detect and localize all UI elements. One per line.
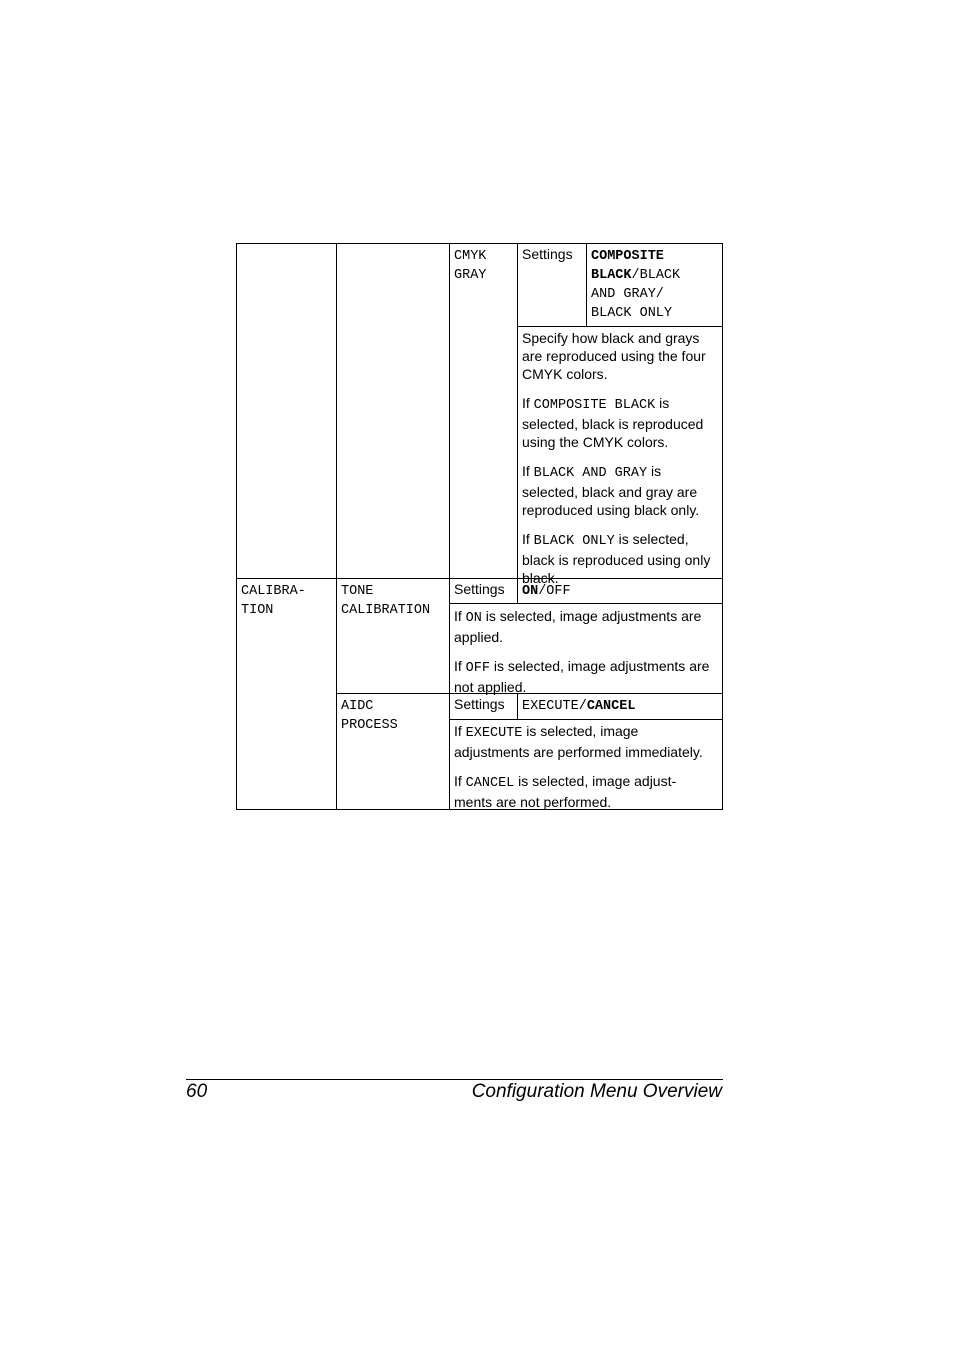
desc-prefix: If [522,395,534,411]
desc-tone-on-line-1 [454,607,718,628]
settings-label: Settings [454,581,505,597]
desc-tone-off-line-1 [454,657,718,678]
desc-suffix: is selected, image adjust- [514,773,677,789]
menu-calibration [236,578,337,810]
desc-prefix: If [454,658,466,674]
option-default: ON [522,584,539,599]
desc-black-gray-line-1 [522,462,718,483]
desc-suffix: is [647,463,662,479]
desc-composite-line-1 [522,394,718,415]
desc-tone-on-line-2: applied. [454,629,504,645]
desc-aidc-cancel [454,772,718,811]
settings-label: Settings [522,246,573,262]
desc-composite-line-3: using the CMYK colors. [522,434,669,450]
description-tone [449,603,723,694]
option-default: CANCEL [586,699,636,714]
desc-cancel-line-2: ments are not performed. [454,794,612,810]
desc-black-gray-line-2: selected, black and gray are [522,484,698,500]
desc-suffix: is [655,395,670,411]
desc-cancel-line-1 [454,772,718,793]
desc-composite-black [522,394,718,451]
desc-prefix: If [454,608,466,624]
settings-label-tone [449,578,518,604]
desc-code: OFF [465,661,490,676]
desc-prefix: If [522,531,534,547]
option-separator-1: /BLACK [631,268,681,283]
desc-composite-line-2: selected, black is reproduced [522,416,704,432]
desc-code: EXECUTE [465,726,523,741]
desc-aidc-execute [454,722,718,761]
item-cmyk-gray [449,243,518,579]
item-tone-line-1: TONE [341,584,374,599]
desc-prefix: If [454,723,466,739]
desc-intro-line-3: CMYK colors. [522,366,608,382]
desc-suffix: is selected, image [522,723,639,739]
desc-tone-on [454,607,718,646]
desc-suffix: is selected, image adjustments are [489,658,710,674]
option-line-2 [591,266,718,285]
desc-code: ON [465,611,482,626]
desc-black-only-line-3: black. [522,570,559,586]
item-tone-calibration [336,578,450,694]
option-rest: /OFF [538,584,571,599]
item-cmyk-gray-line-1: CMYK [454,249,487,264]
desc-intro-line-1: Specify how black and grays [522,330,700,346]
settings-options-tone [517,578,723,604]
desc-prefix: If [522,463,534,479]
settings-label-cmyk-gray [517,243,587,327]
page-number: 60 [186,1081,208,1102]
submenu-cell-empty [336,243,450,579]
settings-label: Settings [454,696,505,712]
desc-suffix: is selected, [614,531,689,547]
option-default-line-2: BLACK [591,268,632,283]
desc-black-and-gray [522,462,718,519]
desc-suffix: is selected, image adjustments are [481,608,702,624]
item-tone-line-2: CALIBRATION [341,603,431,618]
item-aidc-line-2: PROCESS [341,718,398,733]
desc-code: BLACK AND GRAY [533,466,648,481]
desc-code: BLACK ONLY [533,534,615,549]
footer-rule [186,1079,723,1080]
desc-tone-off-line-2: not applied. [454,679,527,695]
menu-calibration-line-2: TION [241,603,274,618]
desc-execute-line-2: adjustments are performed immediately. [454,744,703,760]
menu-cell-empty [236,243,337,579]
description-aidc [449,719,723,810]
desc-black-only-line-2: black is reproduced using only [522,552,711,568]
description-cmyk-gray [517,326,723,586]
desc-code: COMPOSITE BLACK [533,398,656,413]
desc-intro [522,329,718,383]
desc-black-gray-line-3: reproduced using black only. [522,502,700,518]
option-line-4: BLACK ONLY [591,306,673,321]
settings-options-cmyk-gray [586,243,723,327]
desc-intro-line-2: are reproduced using the four [522,348,706,364]
desc-prefix: If [454,773,466,789]
settings-options-aidc [517,693,723,720]
option-default-line-1: COMPOSITE [591,249,664,264]
settings-label-aidc [449,693,518,720]
item-aidc-process [336,693,450,810]
desc-black-only-line-1 [522,530,718,551]
desc-tone-off [454,657,718,696]
desc-execute-line-1 [454,722,718,743]
option-execute: EXECUTE/ [522,699,587,714]
item-cmyk-gray-line-2: GRAY [454,268,487,283]
footer-title: Configuration Menu Overview [471,1081,722,1102]
item-aidc-line-1: AIDC [341,699,374,714]
menu-calibration-line-1: CALIBRA- [241,584,306,599]
desc-code: CANCEL [465,776,515,791]
option-line-3: AND GRAY/ [591,287,664,302]
